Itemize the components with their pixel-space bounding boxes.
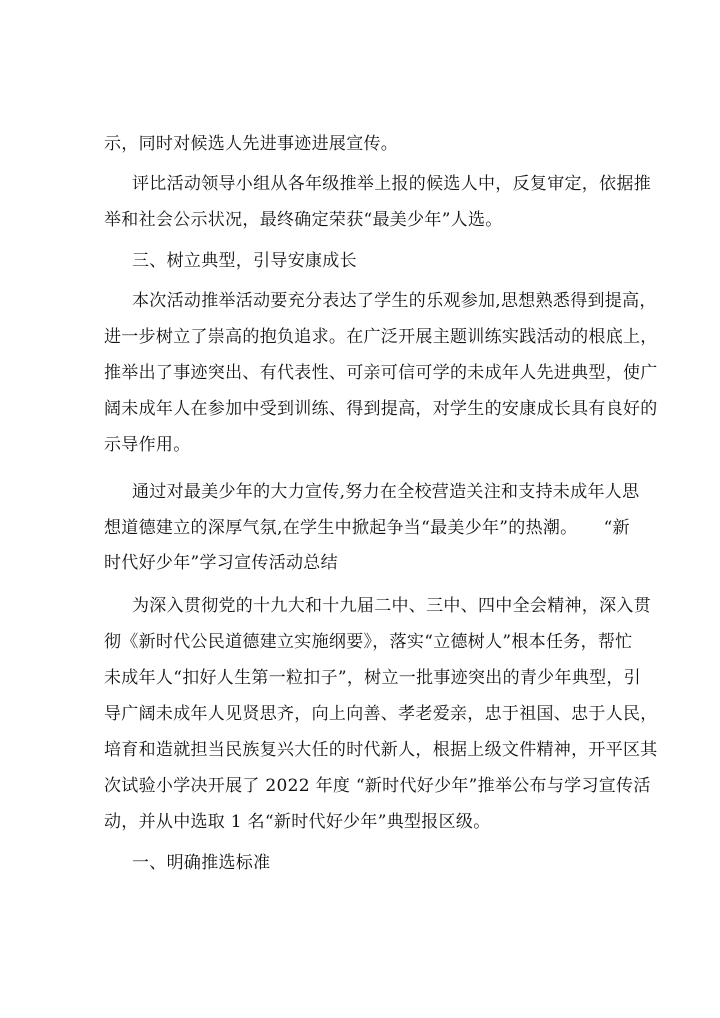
text-line-10: 通过对最美少年的大力宣传,努力在全校营造关注和支持未成年人思 — [132, 482, 640, 502]
text-line-6: 进一步树立了崇高的抱负追求。在广泛开展主题训练实践活动的根底上， — [104, 327, 658, 347]
text-line-19: 动，并从中选取 1 名“新时代好少年”典型报区级。 — [104, 812, 491, 832]
text-line-13: 为深入贯彻党的十九大和十九届二中、三中、四中全会精神，深入贯 — [132, 596, 651, 616]
text-line-18: 次试验小学决开展了 2022 年度 “新时代好少年”推举公布与学习宣传活 — [104, 776, 651, 796]
text-line-5: 本次活动推举活动要充分表达了学生的乐观参加,思想熟悉得到提高， — [132, 291, 657, 311]
text-line-3: 举和社会公示状况，最终确定荣获“最美少年”人选。 — [104, 210, 503, 230]
text-line-1: 示，同时对候选人先进事迹进展宣传。 — [104, 134, 399, 154]
text-line-8: 阔未成年人在参加中受到训练、得到提高，对学生的安康成长具有良好的 — [104, 399, 658, 419]
text-line-14: 彻《新时代公民道德建立实施纲要》，落实“立德树人”根本任务，帮忙 — [104, 632, 633, 652]
text-line-9: 示导作用。 — [104, 435, 191, 455]
text-line-7: 推举出了事迹突出、有代表性、可亲可信可学的未成年人先进典型，使广 — [104, 363, 658, 383]
text-line-17: 培育和造就担当民族复兴大任的时代新人，根据上级文件精神，开平区其 — [104, 740, 658, 760]
text-line-11: 想道德建立的深厚气氛,在学生中掀起争当“最美少年”的热潮。 “新 — [104, 518, 630, 538]
text-line-2: 评比活动领导小组从各年级推举上报的候选人中，反复审定，依据推 — [132, 174, 651, 194]
section-heading-3: 三、树立典型，引导安康成长 — [132, 251, 357, 271]
text-line-16: 导广阔未成年人见贤思齐，向上向善、孝老爱亲，忠于祖国、忠于人民， — [104, 704, 658, 724]
text-line-15: 未成年人“扣好人生第一粒扣子”，树立一批事迹突出的青少年典型，引 — [104, 668, 641, 688]
section-heading-1: 一、明确推选标准 — [132, 853, 271, 873]
article-title-line: 时代好少年”学习宣传活动总结 — [104, 553, 338, 573]
